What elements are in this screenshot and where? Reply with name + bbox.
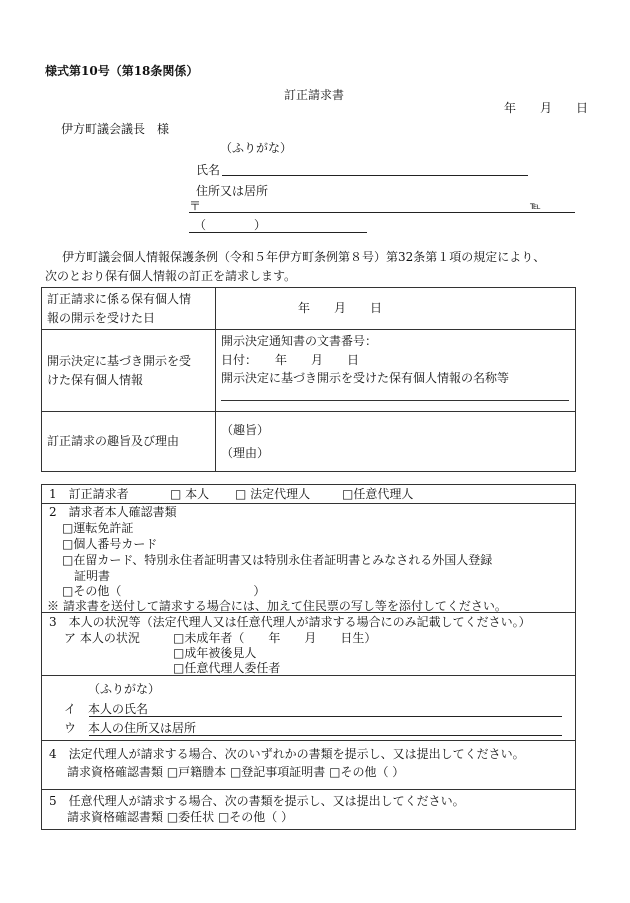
intro-line-2: 次のとおり保有個人情報の訂正を請求します。 [45, 269, 297, 283]
disclosure-date-label: 訂正請求に係る保有個人情 報の開示を受けた日 [42, 288, 216, 330]
postal-mark: 〒 [189, 199, 202, 213]
principal-furigana-label: （ふりがな） [88, 682, 161, 696]
document-title: 訂正請求書 [284, 88, 345, 102]
name-field[interactable] [222, 175, 528, 176]
section-identity-docs [41, 503, 576, 613]
reason-label: 訂正請求の趣旨及び理由 [42, 412, 216, 472]
section-legal-rep-docs [41, 740, 576, 790]
address-label: 住所又は居所 [196, 184, 269, 198]
section-principal-info [41, 675, 576, 741]
tel-mark: ℡ [530, 201, 541, 212]
mail-note: ※ 請求書を送付して請求する場合には、加えて住民票の写し等を添付してください。 [47, 599, 507, 613]
doc-my-number-card[interactable]: □個人番号カード [62, 537, 158, 551]
status-delegator[interactable]: □任意代理人委任者 [173, 661, 281, 675]
option-voluntary-agent[interactable]: □任意代理人 [342, 487, 414, 501]
section-requester [41, 484, 576, 504]
option-self[interactable]: □ 本人 [170, 487, 210, 501]
section-principal-status [41, 612, 576, 676]
furigana-label: （ふりがな） [220, 141, 293, 155]
principal-status-label: 3 本人の状況等（法定代理人又は任意代理人が請求する場合にのみ記載してください。） [49, 615, 531, 629]
agent-docs-line2[interactable]: 請求資格確認書類 □委任状 □その他（ ） [67, 810, 294, 824]
disclosed-info-value[interactable]: 開示決定通知書の文書番号： 日付： 年 月 日 開示決定に基づき開示を受けた保有個人情報の名称等 [216, 330, 576, 412]
doc-other[interactable]: □その他（ ） [62, 584, 266, 598]
agent-docs-line1: 5 任意代理人が請求する場合、次の書類を提示し、又は提出してください。 [49, 794, 465, 808]
principal-status-a-label: ア 本人の状況 [64, 631, 140, 645]
addressee: 伊方町議会議長 様 [61, 122, 170, 136]
address-field[interactable] [189, 212, 575, 213]
date-field[interactable]: 年 月 日 [504, 101, 589, 115]
reason-value[interactable]: （趣旨） （理由） [216, 412, 576, 472]
principal-address-field[interactable] [89, 735, 562, 736]
legal-rep-docs-line1: 4 法定代理人が請求する場合、次のいずれかの書類を提示し、又は提出してください。 [49, 747, 525, 761]
intro-line-1: 伊方町議会個人情報保護条例（令和５年伊方町条例第８号）第32条第１項の規定により、 [62, 250, 546, 264]
principal-name-label: イ 本人の氏名 [64, 702, 149, 716]
legal-rep-docs-line2[interactable]: 請求資格確認書類 □戸籍謄本 □登記事項証明書 □その他（ ） [67, 765, 405, 779]
name-label: 氏名 [196, 163, 221, 177]
section-voluntary-agent-docs [41, 789, 576, 830]
doc-residence-card[interactable]: □在留カード、特別永住者証明書又は特別永住者証明書とみなされる外国人登録 [62, 553, 493, 567]
phone-area-code: （ ） [194, 218, 267, 232]
phone-field[interactable] [189, 232, 367, 233]
requester-label: 1 訂正請求者 [49, 487, 129, 501]
form-number: 様式第10号（第18条関係） [45, 64, 199, 78]
request-details-table [41, 287, 576, 472]
identity-docs-label: 2 請求者本人確認書類 [49, 505, 177, 519]
doc-drivers-license[interactable]: □運転免許証 [62, 521, 134, 535]
disclosure-date-value[interactable]: 年 月 日 [216, 288, 576, 330]
option-legal-representative[interactable]: □ 法定代理人 [235, 487, 311, 501]
principal-address-label: ウ 本人の住所又は居所 [64, 721, 197, 735]
principal-name-field[interactable] [89, 716, 562, 717]
disclosed-info-line [221, 400, 569, 401]
status-minor[interactable]: □未成年者（ 年 月 日生） [173, 631, 377, 645]
status-adult-ward[interactable]: □成年被後見人 [173, 646, 257, 660]
doc-residence-card-cont: 証明書 [62, 569, 111, 583]
disclosed-info-label: 開示決定に基づき開示を受 けた保有個人情報 [42, 330, 216, 412]
